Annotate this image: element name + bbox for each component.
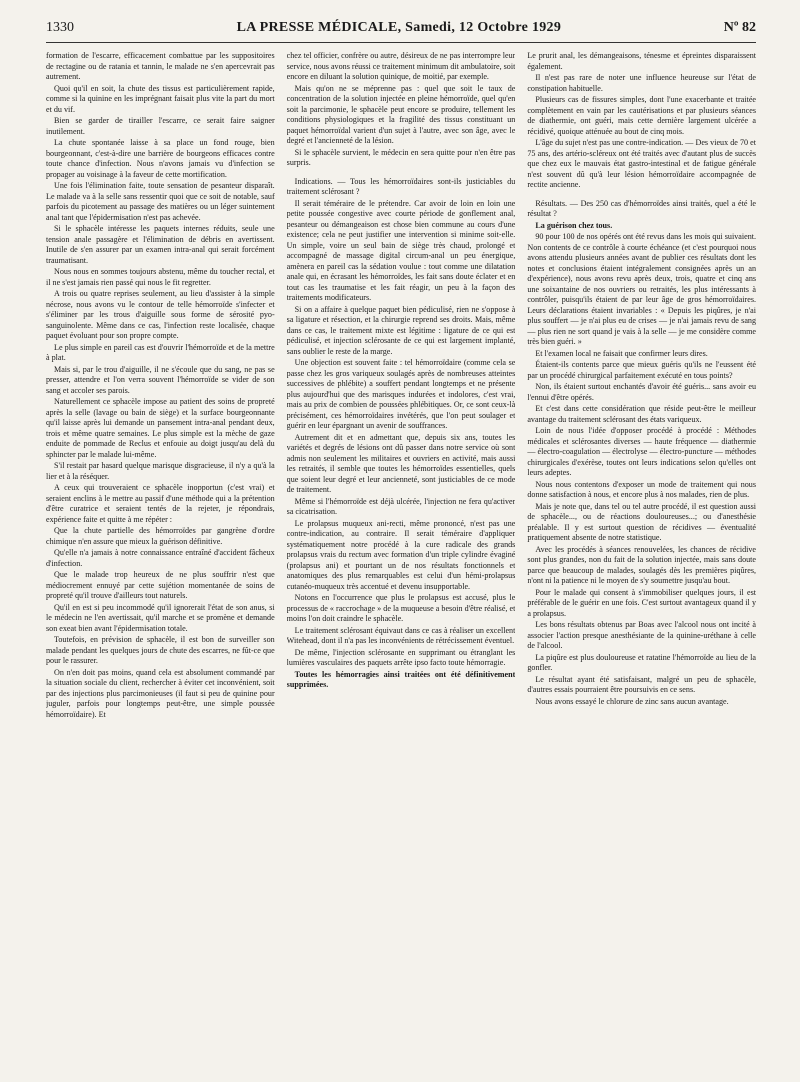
paragraph: Naturellement ce sphacèle impose au patient des soins de propreté après la selle (lavage ou bain de siège) et la surface bourgeonnante qu'il laisse après lui demande un pansement intra-anal pendant deux, trois et même quatre semaines. Le plus simple est la mèche de gaze enduite de pommade de Reclus et enfouie au doigt jusqu'au delà du sphincter par le malade lui-même. [46, 397, 275, 459]
column-left [46, 51, 275, 1071]
paragraph: Si on a affaire à quelque paquet bien pédiculisé, rien ne s'oppose à sa ligature et résection, et la chirurgie reprend ses droits. Mais, même dans ce cas, le traitement mixte est légitime : ligature de ce qui est pédiculisé, et injection sclérosante de ce qui est largement implanté, sans oublier le reste de la marge. [286, 304, 516, 356]
paragraph: Et c'est dans cette considération que réside peut-être le meilleur avantage du traitement sclérosant des états variqueux. [527, 404, 756, 424]
paragraph: Le prurit anal, les démangeaisons, ténesme et épreintes disparaissent également. [527, 51, 756, 71]
paragraph: Que le malade trop heureux de ne plus souffrir n'est que médiocrement ennuyé par cette sujétion momentanée de soins de propreté qu'il trouve d'ailleurs tout naturels. [46, 570, 275, 600]
paragraph: A trois ou quatre reprises seulement, au lieu d'assister à la simple nécrose, nous avons vu le contour de telle hémorroïde s'infecter et s'éliminer par les trous d'aiguille sous forme de sérosité pyo-sanguinolente. Même dans ce cas, l'infection reste localisée, chaque paquet évoluant pour son propre compte. [46, 289, 275, 340]
paragraph: Mais qu'on ne se méprenne pas : quel que soit le taux de concentration de la solution injectée en pleine hémorroïde, quel qu'en soit la parcimonie, le sphacèle peut encore se produire, tellement les conditions physiologiques et la fragilité des tissus constituant un paquet hémorroïdal varient d'un sujet à l'autre, avec son âge, avec le degré et l'ancienneté de la lésion. [286, 83, 516, 145]
page-header [46, 20, 756, 43]
paragraph: L'âge du sujet n'est pas une contre-indication. — Des vieux de 70 et 75 ans, des artério-scléreux ont été traités avec d'autant plus de succès que chez eux le mauvais état gastro-intestinal et de fatigue générale n'est souvent dû qu'à leur lésion hémorroïdaire accompagnée de rectite ancienne. [527, 138, 756, 189]
paragraph: La chute spontanée laisse à sa place un fond rouge, bien bourgeonnant, c'est-à-dire une barrière de bourgeons efficaces contre toute chance d'infection. Nous n'avons jamais vu d'infection se propager au voisinage à la faveur de cette mortification. [46, 138, 275, 179]
paragraph: Qu'elle n'a jamais à notre connaissance entraîné d'accident fâcheux d'infection. [46, 548, 275, 568]
issue-number: Nº 82 [723, 20, 756, 35]
paragraph: La guérison chez tous. [535, 220, 613, 230]
paragraph: Le plus simple en pareil cas est d'ouvrir l'hémorroïde et de la mettre à plat. [46, 342, 275, 362]
paragraph: Avec les procédés à séances renouvelées, les chances de récidive sont plus grandes, non du fait de la solution injectée, mais sans doute parce que beaucoup de malades, soulagés dès les premières piqûres, n'ont ni la patience ni le moyen de s'y soumettre jusqu'au bout. [527, 544, 756, 585]
paragraph: Toutes les hémorragies ainsi traitées ont été définitivement supprimées. [286, 669, 516, 689]
paragraph: Résultats. — Des 250 cas d'hémorroïdes ainsi traités, quel a été le résultat ? [527, 198, 756, 218]
paragraph: Que la chute partielle des hémorroïdes par gangrène d'ordre chimique n'en assure que mieux la guérison définitive. [46, 526, 275, 546]
paragraph: Indications. — Tous les hémorroïdaires sont-ils justiciables du traitement sclérosant ? [286, 176, 516, 196]
paragraph: Si le sphacèle survient, le médecin en sera quitte pour n'en être pas surpris. [286, 147, 516, 167]
paragraph: formation de l'escarre, efficacement combattue par les suppositoires de rectagine ou de ratania et tannin, le malade ne s'en apercevrait pas autrement. [46, 51, 275, 81]
paragraph: Une objection est souvent faite : tel hémorroïdaire (comme cela se passe chez les gros variqueux soulagés après de nombreuses atteintes successives de phlébite) a souffert pendant longtemps et ne présente plus aujourd'hui que des marisques indurées et indolores, c'est vrai, mais au prix de combien de poussées phlébitiques. Or, ce sont ceux-là précisément, ces hémorroïdaires invétérés, que l'on peut soulager et guérir en leur épargnant un avenir de souffrances. [286, 358, 516, 430]
paragraph: Le traitement sclérosant équivaut dans ce cas à réaliser un excellent Witehead, dont il n'a pas les inconvénients de rétrécissement éventuel. [286, 625, 516, 645]
paragraph: Nous nous en sommes toujours abstenu, même du toucher rectal, et il ne s'est jamais rien passé qui nous le fit regretter. [46, 267, 275, 287]
paragraph: S'il restait par hasard quelque marisque disgracieuse, il n'y a qu'à la lier et à la réséquer. [46, 461, 275, 481]
paragraph: Mais si, par le trou d'aiguille, il ne s'écoule que du sang, ne pas se presser, attendre et l'on verra souvent l'hémorroïde se vider de son sang et accoler ses parois. [46, 364, 275, 395]
journal-title: LA PRESSE MÉDICALE, Samedi, 12 Octobre 1929 [236, 20, 562, 35]
paragraph: Qu'il en est si peu incommodé qu'il ignorerait l'état de son anus, si le médecin ne l'en avertissait, qu'il marche et se promène et demande son exeat bien avant l'épidermisation totale. [46, 602, 275, 633]
paragraph: Le prolapsus muqueux ani-recti, même prononcé, n'est pas une contre-indication, au contraire. Il serait téméraire d'appliquer systématiquement notre procédé à la cure radicale des grands prolapsus vrais du rectum avec formation d'un triple cylindre évaginé (prolapsus ani) et pourtant un de nos résultats fonctionnels et anatomiques des plus remarquables est celui d'un hémi-prolapsus cutanéo-muqueux très accentué et devenu insupportable. [286, 518, 516, 591]
paragraph: De même, l'injection sclérosante en supprimant ou étranglant les lumières vasculaires des paquets arrête ipso facto toute hémorragie. [286, 647, 516, 667]
paragraph: chez tel officier, confrère ou autre, désireux de ne pas interrompre leur service, nous avons réussi ce traitement minimum dit ambulatoire, soit encore en diluant la solution quinique, de moitié, par exemple. [286, 51, 516, 81]
paragraph: La piqûre est plus douloureuse et ratatine l'hémorroïde au lieu de la gonfler. [527, 652, 756, 672]
paragraph: Étaient-ils contents parce que mieux guéris qu'ils ne l'eussent été par un procédé chirurgical parfaitement exécuté en tous points? [527, 360, 756, 380]
paragraph: Quoi qu'il en soit, la chute des tissus est particulièrement rapide, comme si la quinine en les imprégnant faisait plus vite la part du mort et du vif. [46, 83, 275, 114]
paragraph: Une fois l'élimination faite, toute sensation de pesanteur disparaît. Le malade va à la selle sans ressentir quoi que ce soit de notable, sauf parfois du picotement au passage des matières ou un léger suintement anal tant que l'épidermisation n'est pas achevée. [46, 181, 275, 222]
page-number: 1330 [46, 20, 74, 35]
paragraph: Nous avons essayé le chlorure de zinc sans aucun avantage. [535, 696, 729, 706]
paragraph: Bien se garder de tirailler l'escarre, ce serait faire saigner inutilement. [46, 116, 275, 136]
paragraph: Il serait téméraire de le prétendre. Car avoir de loin en loin une petite poussée congestive avec courte période de gonflement anal, pesanteur ou démangeaison est chose bien commune au cours d'une existence; cela ne peut justifier une intervention si minime soit-elle. Un simple, voire un seul bain de siège très chaud, prolongé et accompagné de massage digital circum-anal un peu énergique, amènera en pareil cas la sédation voulue : tout comme une dilatation anale qui, en écrasant les hémorroïdes, les fait sans doute éclater et en tout cas les traumatise et les fait réagir, un peu à la façon des traitements modificateurs. [286, 198, 516, 302]
paragraph: Toutefois, en prévision de sphacèle, il est bon de surveiller son malade pendant les quelques jours de chute des escarres, ne fût-ce que pour le rassurer. [46, 635, 275, 665]
paragraph: Il n'est pas rare de noter une influence heureuse sur l'état de constipation habituelle. [527, 73, 756, 93]
paragraph: A ceux qui trouveraient ce sphacèle inopportun (c'est vrai) et seraient enclins à le mettre au passif d'une méthode qui a la prétention d'être curatrice et seraient tentés de la rejeter, je répondrais, expérience faite et quitte à me répéter : [46, 483, 275, 524]
paragraph: Nous nous contentons d'exposer un mode de traitement qui nous donne satisfaction à nous, et encore plus à nos malades, rien de plus. [527, 479, 756, 499]
paragraph: 90 pour 100 de nos opérés ont été revus dans les mois qui suivaient. Non contents de ce contrôle à courte échéance (et c'est pourquoi nous avons attendu plusieurs années avant de publier ces résultats dont les notes et conclusions étaient intégralement consignées après un an d'expérience), nous avons revu après deux, trois, quatre et cinq ans une soixantaine de nos ouvriers ou retraités, les plus intéressants à contrôler, puisqu'ils étaient de par leur âge de gros hémorroïdaires. Leurs déclarations étaient invariables : « Depuis les piqûres, je n'ai plus souffert — je n'ai plus eu de crises — je n'ai jamais revu de sang — plus rien ne sort quand je vais à la selle — je me considère comme très bien guéri. » [527, 232, 756, 346]
paragraph: Plusieurs cas de fissures simples, dont l'une exacerbante et traitée complètement en vain par les cautérisations et par plusieurs séances de diathermie, ont guéri, mais cette dernière largement ulcérée a récidivé, quoique atténuée au bout de cinq mois. [527, 95, 756, 136]
paragraph: Pour le malade qui consent à s'immobiliser quelques jours, il est préférable de le guérir en une fois. C'est surtout avantageux quand il y a prolapsus. [527, 587, 756, 618]
paragraph: Les bons résultats obtenus par Boas avec l'alcool nous ont incité à associer l'action presque anesthésiante de la quinine-uréthane à celle de l'alcool. [527, 620, 756, 650]
paragraph: Autrement dit et en admettant que, depuis six ans, toutes les variétés et degrés de lésions ont dû passer dans notre service où sont admis non seulement les militaires et ouvriers en activité, mais aussi les retraités, il semble que toutes les hémorroïdes essentielles, quels que soient leur degré et leur ancienneté, sont justiciables de ce mode de traitement. [286, 432, 516, 494]
paragraph: Et l'examen local ne faisait que confirmer leurs dires. [535, 348, 708, 358]
paragraph: Si le sphacèle intéresse les paquets internes réduits, seule une tension anale passagère et l'élimination de débris en avertissent. Inutile de s'en assurer par un examen intra-anal qui serait forcément traumatisant. [46, 224, 275, 265]
paragraph: Notons en l'occurrence que plus le prolapsus est accusé, plus le processus de « raccrochage » de la muqueuse a besoin d'être réalisé, et moins l'on doit craindre le sphacèle. [286, 593, 516, 623]
paragraph: Même si l'hémorroïde est déjà ulcérée, l'injection ne fera qu'activer sa cicatrisation. [286, 496, 516, 516]
text-columns [46, 51, 756, 1071]
paragraph: Mais je note que, dans tel ou tel autre procédé, il est question aussi de sphacèle..., ou de réactions douloureuses...; ou d'anesthésie préalable. Il y est surtout question de récidives — éventualité pratiquement absente de notre statistique. [527, 501, 756, 542]
paragraph: On n'en doit pas moins, quand cela est absolument commandé par la situation sociale du client, rechercher à éviter cet inconvénient, soit par des injections plus parcimonieuses (il faut si peu de quinine pour juguler, parfois pour longtemps peut-être, une simple poussée hémorroïdaire). Et [46, 667, 275, 719]
paragraph: Loin de nous l'idée d'opposer procédé à procédé : Méthodes médicales et sclérosantes diverses — haute fréquence — diathermie — électro-coagulation — électrolyse — électro-puncture — méthodes chirurgicales d'exérèse, toutes ont leurs indications selon qu'elles ont leurs adeptes. [527, 426, 756, 477]
column-middle [287, 51, 516, 1071]
paragraph: Le résultat ayant été satisfaisant, malgré un peu de sphacèle, d'autres essais pourraient être poursuivis en ce sens. [527, 674, 756, 694]
paragraph: Non, ils étaient surtout enchantés d'avoir été guéris... sans avoir eu l'ennui d'être opérés. [527, 382, 756, 402]
column-right [527, 51, 756, 1071]
